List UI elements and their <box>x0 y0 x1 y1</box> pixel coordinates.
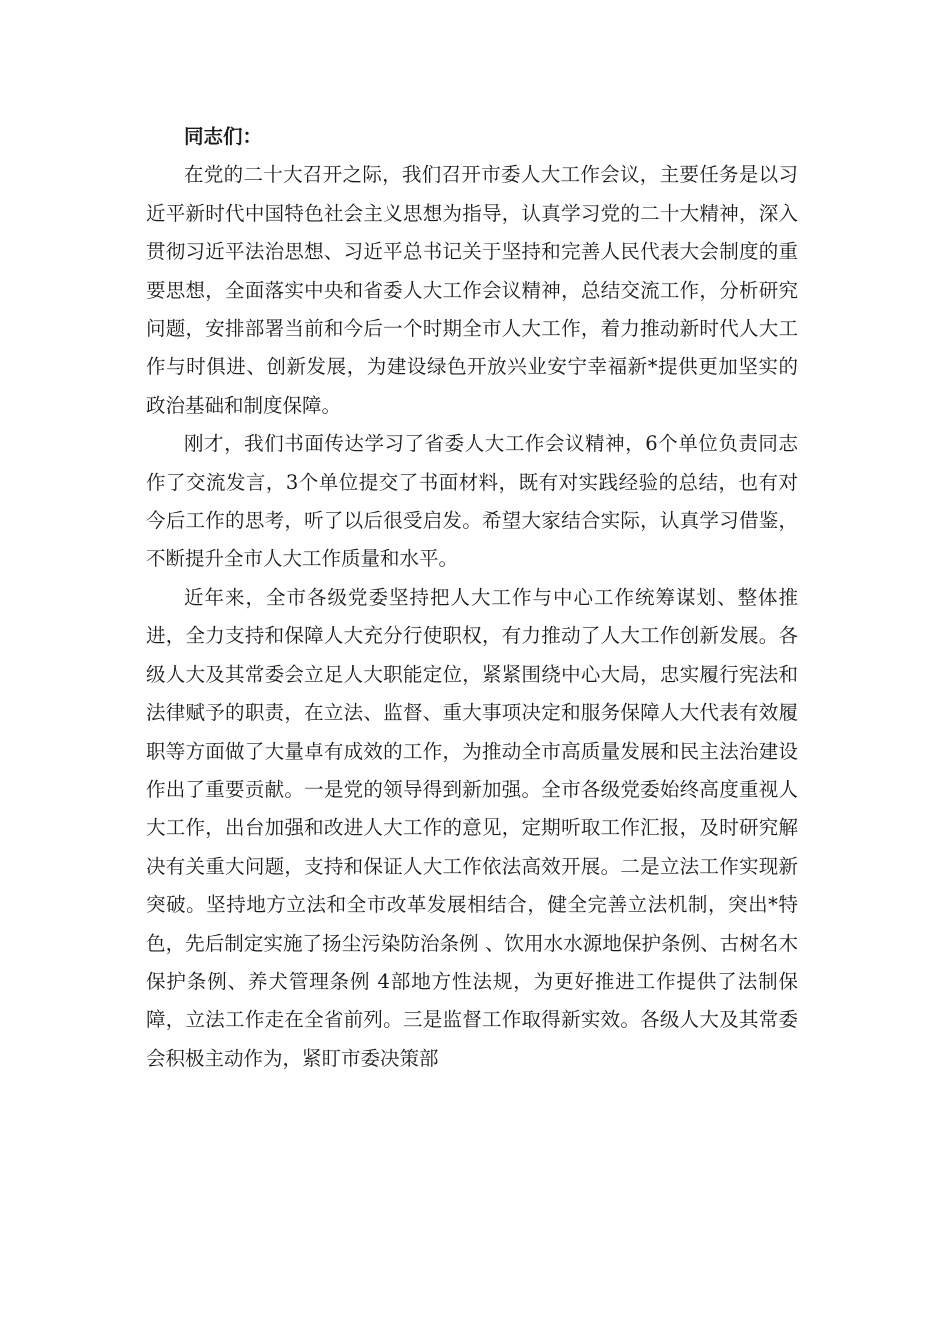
paragraph-exchange: 刚才，我们书面传达学习了省委人大工作会议精神，6个单位负责同志作了交流发言，3个单位提交了书面材料，既有对实践经验的总结，也有对今后工作的思考，听了以后很受启发。希望大家结合实际，认真学习借鉴，不断提升全市人大工作质量和水平。 <box>146 432 798 571</box>
paragraph-achievements: 近年来，全市各级党委坚持把人大工作与中心工作统筹谋划、整体推进，全力支持和保障人大充分行使职权，有力推动了人大工作创新发展。各级人大及其常委会立足人大职能定位，紧紧围绕中心大局，忠实履行宪法和法律赋予的职责，在立法、监督、重大事项决定和服务保障人大代表有效履职等方面做了大量卓有成效的工作，为推动全市高质量发展和民主法治建设作出了重要贡献。一是党的领导得到新加强。全市各级党委始终高度重视人大工作，出台加强和改进人大工作的意见，定期听取工作汇报，及时研究解决有关重大问题，支持和保证人大工作依法高效开展。二是立法工作实现新突破。坚持地方立法和全市改革发展相结合，健全完善立法机制，突出*特色，先后制定实施了扬尘污染防治条例 、饮用水水源地保护条例、古树名木保护条例、养犬管理条例 4部地方性法规，为更好推进工作提供了法制保障，立法工作走在全省前列。三是监督工作取得新实效。各级人大及其常委会积极主动作为，紧盯市委决策部 <box>146 585 798 1070</box>
paragraph-opening: 在党的二十大召开之际，我们召开市委人大工作会议，主要任务是以习近平新时代中国特色社会主义思想为指导，认真学习党的二十大精神，深入贯彻习近平法治思想、习近平总书记关于坚持和完善人民代表大会制度的重要思想，全面落实中央和省委人大工作会议精神，总结交流工作，分析研究问题，安排部署当前和今后一个时期全市人大工作，着力推动新时代人大工作与时俱进、创新发展，为建设绿色开放兴业安宁幸福新*提供更加坚实的政治基础和制度保障。 <box>146 163 798 417</box>
salutation: 同志们： <box>184 125 263 148</box>
document-body <box>146 118 798 1078</box>
